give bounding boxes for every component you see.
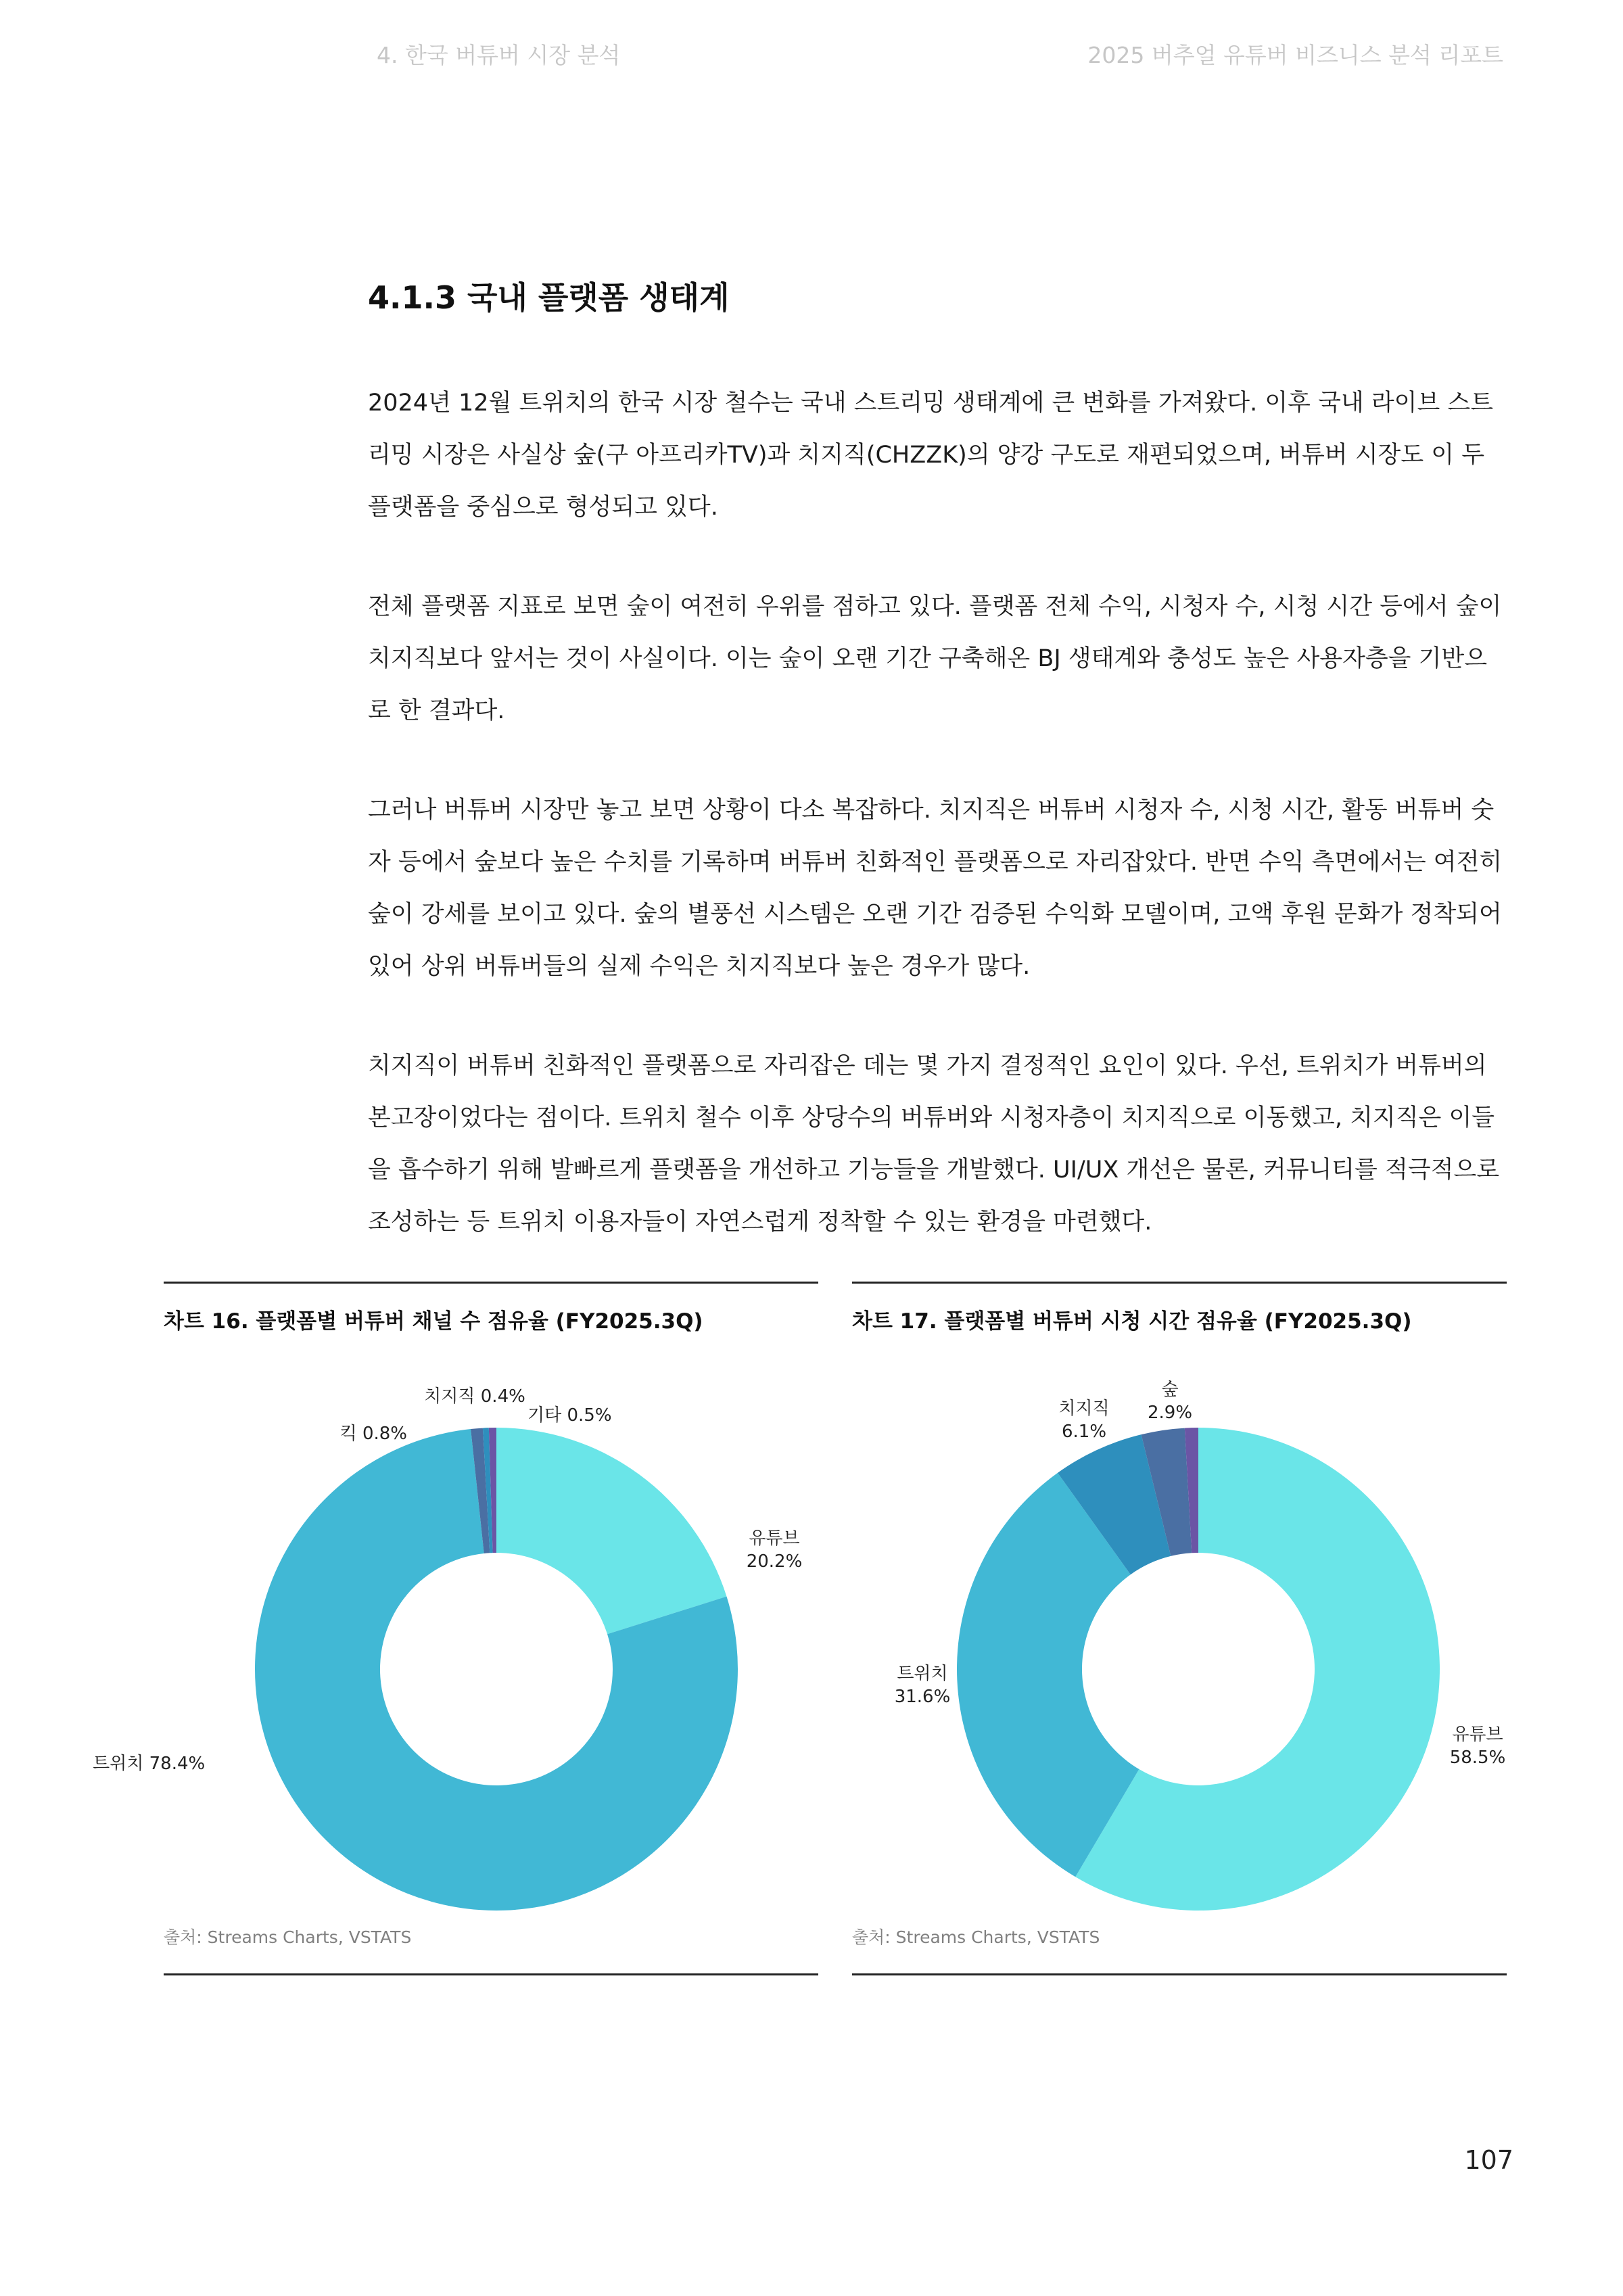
slice-label: 킥 0.8% — [339, 1424, 407, 1444]
chart-source: 출처: Streams Charts, VSTATS — [852, 1927, 1100, 1947]
slice-유튜브 — [496, 1428, 726, 1634]
chart-source: 출처: Streams Charts, VSTATS — [164, 1927, 412, 1947]
slice-label: 유튜브 58.5% — [1449, 1725, 1506, 1768]
slice-label: 치지직 0.4% — [424, 1386, 525, 1407]
slice-label: 트위치 31.6% — [894, 1664, 951, 1707]
slice-label: 기타 0.5% — [527, 1405, 612, 1426]
running-header-left: 4. 한국 버튜버 시장 분석 — [377, 42, 621, 68]
chart-panel-17 — [852, 1282, 1507, 1975]
chart-panel-16 — [93, 1282, 818, 1975]
paragraph-2: 전체 플랫폼 지표로 보면 숲이 여전히 우위를 점하고 있다. 플랫폼 전체 수익, 시청자 수, 시청 시간 등에서 숲이 치지직보다 앞서는 것이 사실이다. 이는 숲이 오랜 기간 구축해온 BJ 생태계와 충성도 높은 사용자층을 기반으로 한 결과다. — [368, 593, 1502, 724]
paragraph-3: 그러나 버튜버 시장만 놓고 보면 상황이 다소 복잡하다. 치지직은 버튜버 시청자 수, 시청 시간, 활동 버튜버 숫자 등에서 숲보다 높은 수치를 기록하며 버튜버 친화적인 플랫폼으로 자리잡았다. 반면 수익 측면에서는 여전히 숲이 강세를 보이고 있다. 숲의 별풍선 시스템은 오랜 기간 검증된 수익화 모델이며, 고액 후원 문화가 정착되어 있어 상위 버튜버들의 실제 수익은 치지직보다 높은 경우가 많다. — [368, 797, 1503, 980]
slice-label: 치지직 6.1% — [1058, 1399, 1110, 1442]
chart-title: 차트 16. 플랫폼별 버튜버 채널 수 점유율 (FY2025.3Q) — [164, 1309, 703, 1334]
paragraph-4: 치지직이 버튜버 친화적인 플랫폼으로 자리잡은 데는 몇 가지 결정적인 요인이 있다. 우선, 트위치가 버튜버의 본고장이었다는 점이다. 트위치 철수 이후 상당수의 버튜버와 시청자층이 치지직으로 이동했고, 치지직은 이들을 흡수하기 위해 발빠르게 플랫폼을 개선하고 기능들을 개발했다. UI/UX 개선은 물론, 커뮤니티를 적극적으로 조성하는 등 트위치 이용자들이 자연스럽게 정착할 수 있는 환경을 마련했다. — [368, 1052, 1500, 1236]
donut-chart-16 — [93, 1284, 818, 1919]
page-number: 107 — [1464, 2145, 1513, 2175]
running-header-right: 2025 버추얼 유튜버 비즈니스 분석 리포트 — [1087, 42, 1503, 68]
slice-label: 트위치 78.4% — [93, 1754, 206, 1774]
paragraph-1: 2024년 12월 트위치의 한국 시장 철수는 국내 스트리밍 생태계에 큰 변화를 가져왔다. 이후 국내 라이브 스트리밍 시장은 사실상 숲(구 아프리카TV)과 치지직(CHZZK)의 양강 구도로 재편되었으며, 버튜버 시장도 이 두 플랫폼을 중심으로 형성되고 있다. — [368, 390, 1494, 521]
donut-chart-17 — [852, 1284, 1507, 1919]
slice-label: 숲 2.9% — [1147, 1380, 1193, 1423]
slice-label: 유튜브 20.2% — [746, 1528, 803, 1572]
body-text — [368, 377, 1504, 1296]
section-title: 4.1.3 국내 플랫폼 생태계 — [368, 279, 730, 316]
chart-title: 차트 17. 플랫폼별 버튜버 시청 시간 점유율 (FY2025.3Q) — [852, 1309, 1412, 1334]
